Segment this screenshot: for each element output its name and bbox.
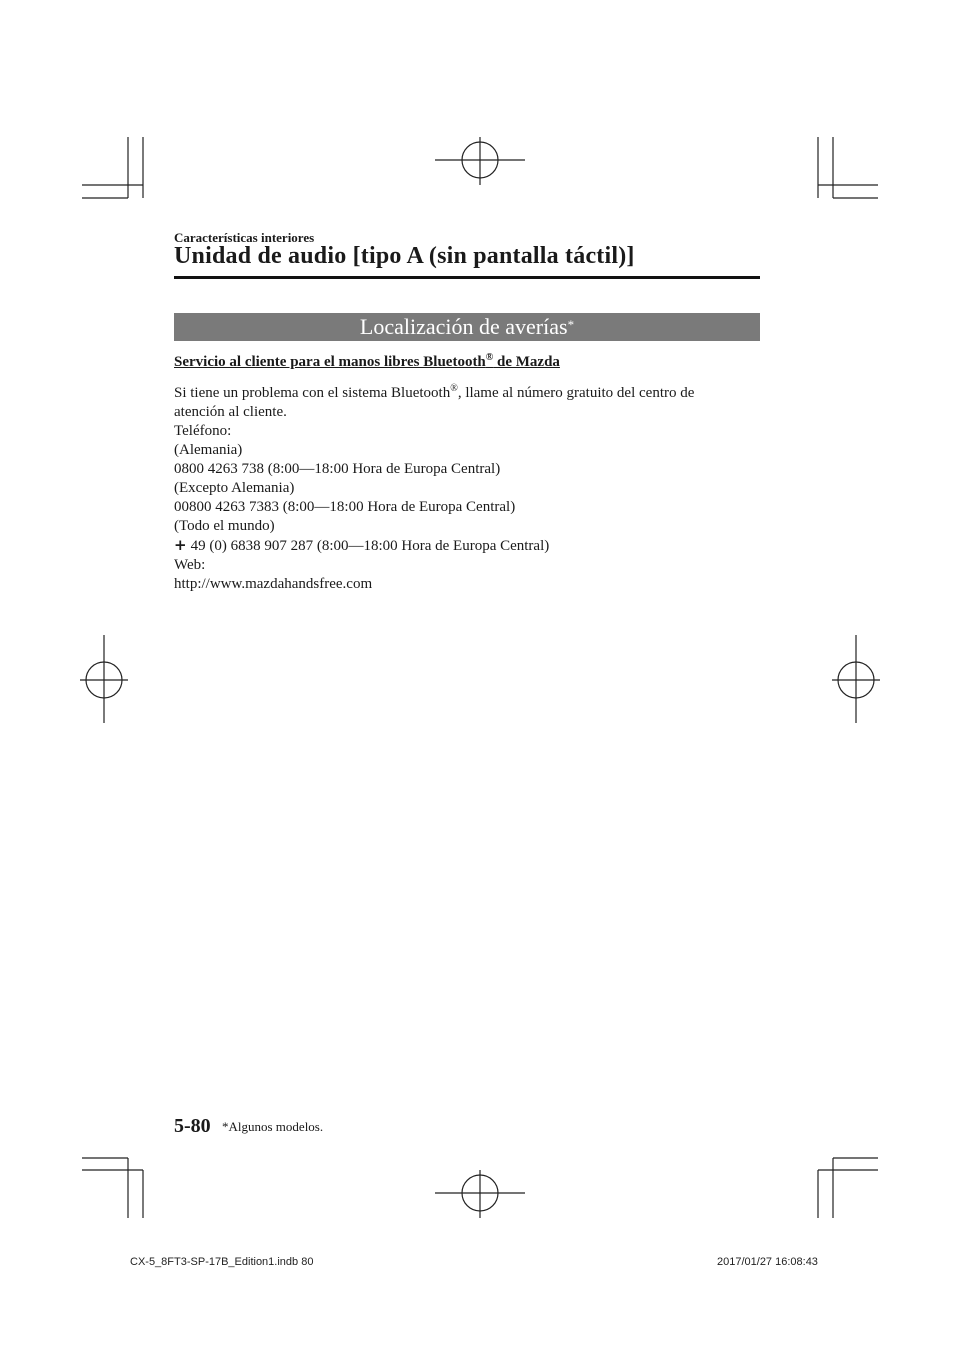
section-title: Localización de averías: [359, 314, 568, 339]
title-divider: [174, 276, 760, 279]
registered-mark: ®: [485, 352, 494, 363]
worldwide-line: [174, 536, 760, 556]
subheading: [174, 352, 560, 371]
intro-part2: , llame al número gratuito del centro de: [457, 385, 695, 401]
subheading-suffix: de Mazda: [493, 354, 560, 370]
worldwide-label: (Todo el mundo): [174, 518, 275, 534]
phone-label: Teléfono:: [174, 423, 232, 439]
footnote: *Algunos modelos.: [222, 1119, 324, 1134]
print-slug-file: CX-5_8FT3-SP-17B_Edition1.indb 80: [130, 1256, 314, 1268]
subheading-prefix: Servicio al cliente para el manos libres Bluetooth: [174, 354, 486, 370]
section-header: [174, 313, 760, 341]
page-number: 5-80: [174, 1115, 211, 1137]
section-asterisk: *: [567, 317, 575, 332]
print-slug-timestamp: 2017/01/27 16:08:43: [717, 1256, 818, 1268]
except-germany-number: 00800 4263 7383 (8:00—18:00 Hora de Europa Central): [174, 499, 516, 515]
chapter-label: Características interiores: [174, 230, 315, 245]
body-text: [174, 379, 760, 594]
germany-label: (Alemania): [174, 442, 243, 458]
worldwide-number: 49 (0) 6838 907 287 (8:00—18:00 Hora de Europa Central): [190, 538, 550, 554]
web-url[interactable]: http://www.mazdahandsfree.com: [174, 576, 373, 592]
page-title: Unidad de audio [tipo A (sin pantalla táctil)]: [174, 243, 635, 269]
intro-part1: Si tiene un problema con el sistema Bluetooth: [174, 385, 451, 401]
intro-line-2: atención al cliente.: [174, 404, 287, 420]
plus-icon: +: [174, 536, 187, 554]
web-label: Web:: [174, 557, 206, 573]
germany-number: 0800 4263 738 (8:00—18:00 Hora de Europa Central): [174, 461, 501, 477]
intro-line-1: [174, 379, 760, 403]
except-germany-label: (Excepto Alemania): [174, 480, 295, 496]
intro-reg: ®: [450, 383, 458, 394]
